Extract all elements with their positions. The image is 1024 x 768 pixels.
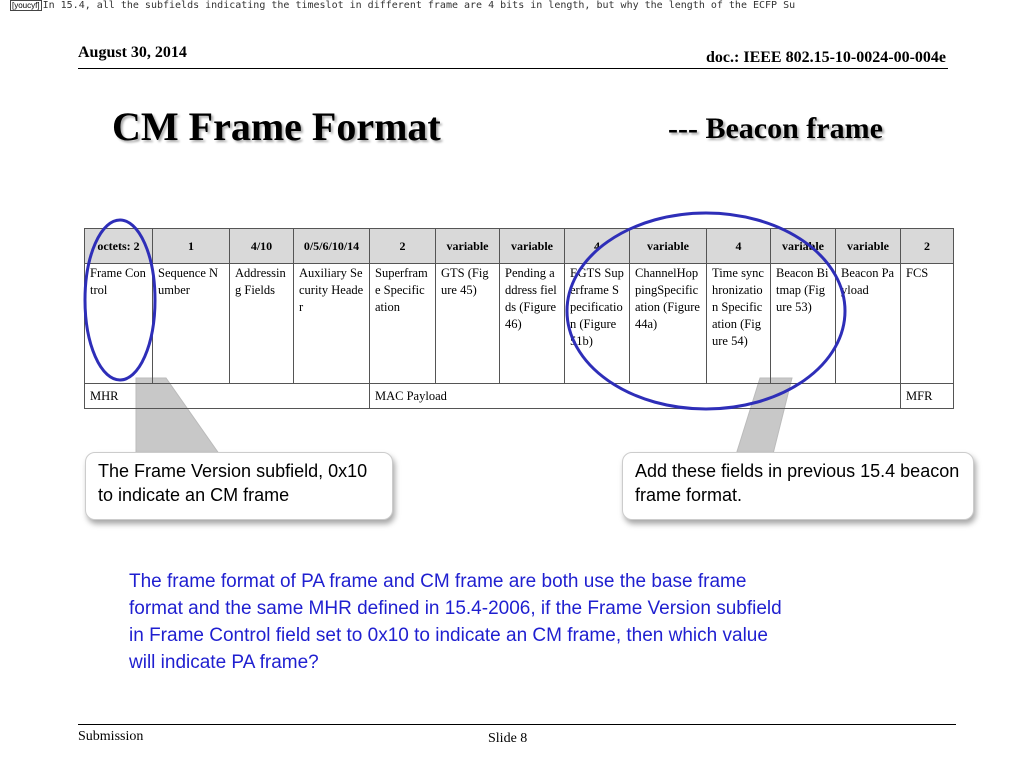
comment-text: In 15.4, all the subfields indicating the timeslot in different frame are 4 bits in length, but why the length of the ECFP Su bbox=[42, 0, 796, 11]
octets-cell: 2 bbox=[901, 229, 954, 264]
header-doc-id: doc.: IEEE 802.15-10-0024-00-004e bbox=[706, 49, 946, 66]
octets-cell: 1 bbox=[153, 229, 230, 264]
octets-cell: variable bbox=[436, 229, 500, 264]
octets-cell: 4 bbox=[565, 229, 630, 264]
field-cell: Sequence Number bbox=[153, 264, 230, 384]
octets-cell: 4 bbox=[707, 229, 771, 264]
scope-row bbox=[85, 384, 954, 409]
fields-row bbox=[85, 264, 954, 384]
field-cell: GTS (Figure 45) bbox=[436, 264, 500, 384]
field-cell: ChannelHoppingSpecification (Figure 44a) bbox=[630, 264, 707, 384]
header-date: August 30, 2014 bbox=[78, 44, 187, 61]
field-cell: EGTS Superframe Specification (Figure 51b) bbox=[565, 264, 630, 384]
footer-submission: Submission bbox=[78, 729, 144, 744]
field-cell: Addressing Fields bbox=[230, 264, 294, 384]
comment-author-tag[interactable]: [youcyf] bbox=[12, 1, 40, 10]
field-cell: FCS bbox=[901, 264, 954, 384]
footer-slide-number: Slide 8 bbox=[488, 731, 528, 746]
slide-subtitle: --- Beacon frame bbox=[668, 112, 883, 145]
slide-title: CM Frame Format bbox=[112, 104, 441, 149]
octets-cell: 4/10 bbox=[230, 229, 294, 264]
field-cell: Time synchronization Specification (Figure 54) bbox=[707, 264, 771, 384]
octets-cell: variable bbox=[771, 229, 836, 264]
added-fields-callout: Add these fields in previous 15.4 beacon frame format. bbox=[622, 452, 974, 520]
field-cell: Beacon Payload bbox=[836, 264, 901, 384]
frame-version-callout: The Frame Version subfield, 0x10 to indicate an CM frame bbox=[85, 452, 393, 520]
octets-cell: 0/5/6/10/14 bbox=[294, 229, 370, 264]
field-cell: Beacon Bitmap (Figure 53) bbox=[771, 264, 836, 384]
field-cell: Pending address fields (Figure 46) bbox=[500, 264, 565, 384]
mfr-cell: MFR bbox=[901, 384, 954, 409]
octets-cell: variable bbox=[630, 229, 707, 264]
octets-cell: octets: 2 bbox=[85, 229, 153, 264]
field-cell: Auxiliary Security Header bbox=[294, 264, 370, 384]
octets-cell: variable bbox=[500, 229, 565, 264]
question-text: The frame format of PA frame and CM frame are both use the base frame format and the same MHR defined in 15.4-2006, if the Frame Version subfield in Frame Control field set to 0x10 to indicate an CM frame, then which value will indicate PA frame? bbox=[129, 571, 782, 673]
header-divider bbox=[78, 68, 948, 69]
field-cell: Frame Control bbox=[85, 264, 153, 384]
beacon-frame-table bbox=[84, 228, 954, 409]
octets-cell: 2 bbox=[370, 229, 436, 264]
octets-row bbox=[85, 229, 954, 264]
mac-payload-cell: MAC Payload bbox=[370, 384, 901, 409]
field-cell: Superframe Specification bbox=[370, 264, 436, 384]
mhr-cell: MHR bbox=[85, 384, 370, 409]
octets-cell: variable bbox=[836, 229, 901, 264]
footer-divider bbox=[78, 724, 956, 725]
comment-bar bbox=[0, 0, 1024, 12]
